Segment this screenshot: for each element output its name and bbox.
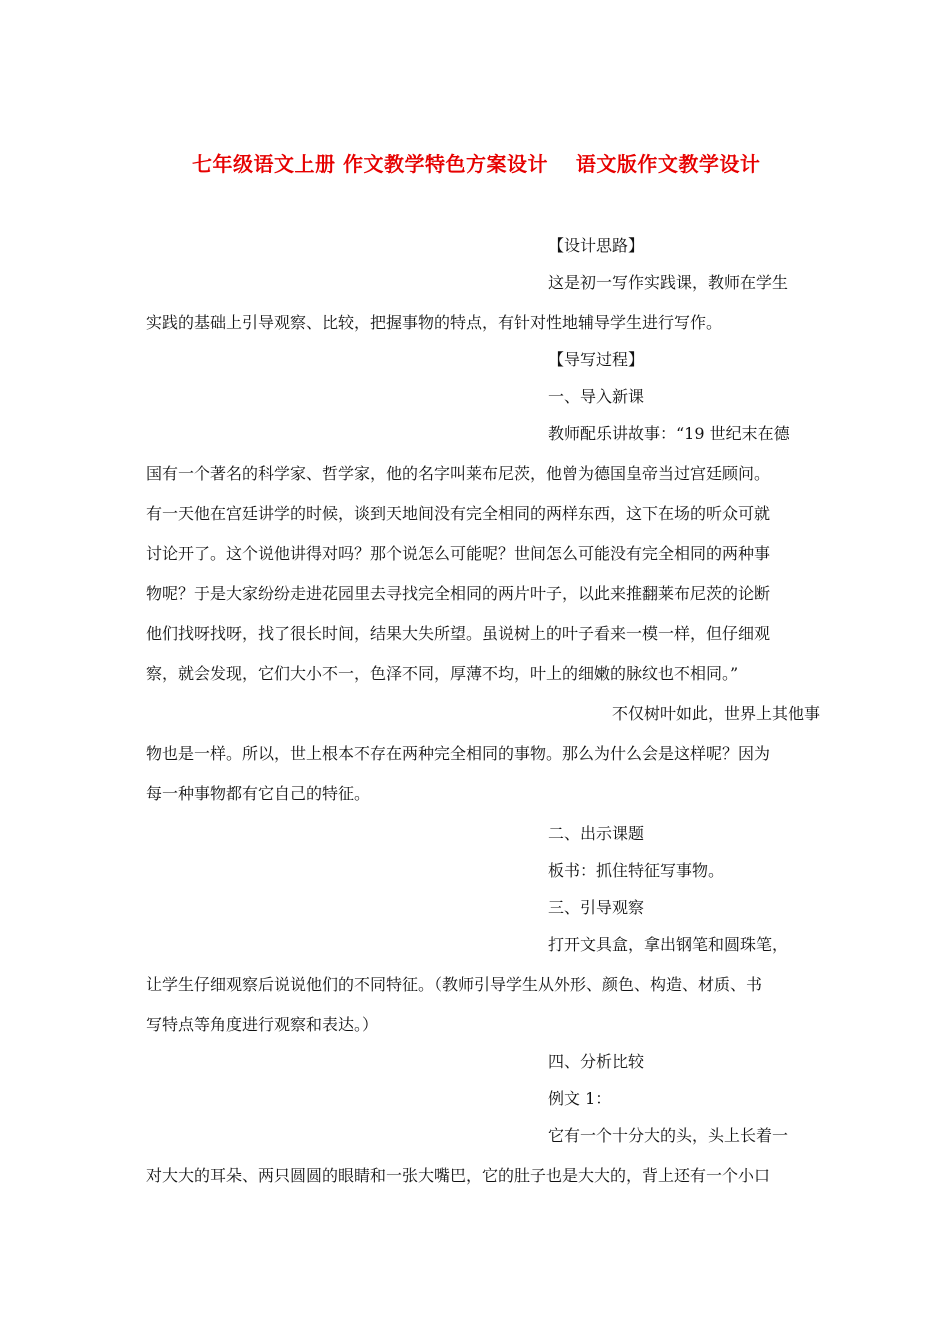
paragraph-line: 察，就会发现，它们大小不一，色泽不同，厚薄不均，叶上的细嫩的脉纹也不相同。” bbox=[146, 664, 739, 683]
paragraph-line: 板书：抓住特征写事物。 bbox=[548, 861, 725, 880]
paragraph-line: 例文 1： bbox=[548, 1089, 612, 1108]
paragraph-line: 有一天他在宫廷讲学的时候，谈到天地间没有完全相同的两样东西，这下在场的听众可就 bbox=[146, 504, 771, 523]
paragraph-line: 物也是一样。所以，世上根本不存在两种完全相同的事物。那么为什么会是这样呢？因为 bbox=[146, 744, 771, 763]
paragraph-line: 这是初一写作实践课，教师在学生 bbox=[548, 273, 789, 292]
section-heading: 一、导入新课 bbox=[548, 387, 645, 406]
section-heading: 四、分析比较 bbox=[548, 1052, 645, 1071]
section-heading: 三、引导观察 bbox=[548, 898, 645, 917]
paragraph-line: 他们找呀找呀，找了很长时间，结果大失所望。虽说树上的叶子看来一模一样，但仔细观 bbox=[146, 624, 771, 643]
paragraph-line: 写特点等角度进行观察和表达。） bbox=[146, 1015, 379, 1034]
paragraph-line: 对大大的耳朵、两只圆圆的眼睛和一张大嘴巴，它的肚子也是大大的，背上还有一个小口 bbox=[146, 1166, 771, 1185]
paragraph-line: 讨论开了。这个说他讲得对吗？那个说怎么可能呢？世间怎么可能没有完全相同的两种事 bbox=[146, 544, 771, 563]
section-heading: 【导写过程】 bbox=[548, 350, 645, 369]
paragraph-line: 国有一个著名的科学家、哲学家，他的名字叫莱布尼茨，他曾为德国皇帝当过宫廷顾问。 bbox=[146, 464, 771, 483]
section-heading: 【设计思路】 bbox=[548, 236, 645, 255]
paragraph-line: 每一种事物都有它自己的特征。 bbox=[146, 784, 371, 803]
document-title: 七年级语文上册 作文教学特色方案设计 语文版作文教学设计 bbox=[192, 152, 761, 176]
paragraph-line: 教师配乐讲故事：“19 世纪末在德 bbox=[548, 424, 790, 443]
paragraph-line: 打开文具盒，拿出钢笔和圆珠笔， bbox=[548, 935, 789, 954]
paragraph-line: 物呢？于是大家纷纷走进花园里去寻找完全相同的两片叶子，以此来推翻莱布尼茨的论断 bbox=[146, 584, 771, 603]
paragraph-line: 实践的基础上引导观察、比较，把握事物的特点，有针对性地辅导学生进行写作。 bbox=[146, 313, 723, 332]
paragraph-line: 不仅树叶如此，世界上其他事 bbox=[612, 704, 821, 723]
paragraph-line: 它有一个十分大的头，头上长着一 bbox=[548, 1126, 789, 1145]
section-heading: 二、出示课题 bbox=[548, 824, 645, 843]
paragraph-line: 让学生仔细观察后说说他们的不同特征。（教师引导学生从外形、颜色、构造、材质、书 bbox=[146, 975, 763, 994]
